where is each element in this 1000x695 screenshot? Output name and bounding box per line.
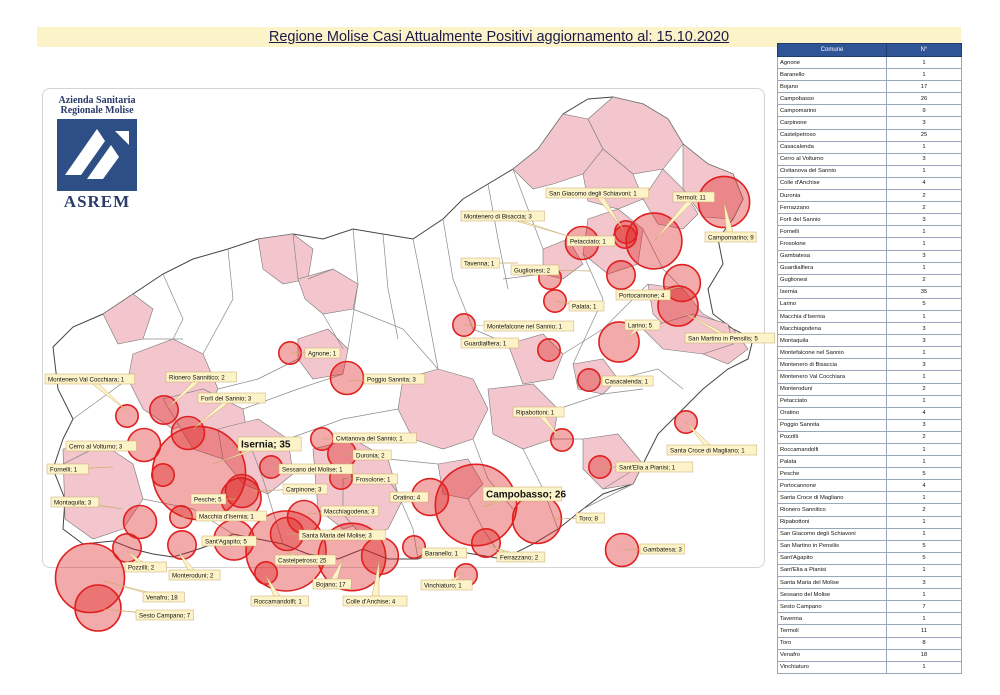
- comune-cell: Palata: [778, 456, 887, 468]
- comune-cell: Forlì del Sannio: [778, 214, 887, 226]
- comune-cell: Vinchiaturo: [778, 661, 887, 673]
- comune-cell: Gambatesa: [778, 250, 887, 262]
- case-circle: [152, 464, 174, 486]
- count-cell: 18: [887, 649, 962, 661]
- count-cell: 2: [887, 190, 962, 202]
- table-row: [778, 540, 962, 552]
- comune-cell: Agnone: [778, 57, 887, 69]
- callout-text: Macchiagodena; 3: [324, 508, 375, 516]
- comune-cell: Frosolone: [778, 238, 887, 250]
- comune-cell: Sessano del Molise: [778, 589, 887, 601]
- count-cell: 3: [887, 577, 962, 589]
- count-cell: 1: [887, 528, 962, 540]
- comune-cell: Duronia: [778, 190, 887, 202]
- callout-text: Roccamandolfi; 1: [254, 598, 302, 606]
- comune-cell: Castelpetroso: [778, 129, 887, 141]
- cases-table: [777, 43, 962, 674]
- callout-text: Campomarino; 9: [708, 234, 754, 242]
- count-cell: 17: [887, 81, 962, 93]
- comune-cell: Macchiagodena: [778, 323, 887, 335]
- comune-cell: Macchia d'Isernia: [778, 310, 887, 322]
- table-row: [778, 419, 962, 431]
- table-row: [778, 141, 962, 153]
- count-cell: 2: [887, 504, 962, 516]
- count-cell: 2: [887, 202, 962, 214]
- comune-cell: Montaquila: [778, 335, 887, 347]
- table-row: [778, 190, 962, 202]
- callout-text: Sessano del Molise; 1: [282, 466, 343, 474]
- callout-text: Petacciato; 1: [570, 238, 606, 246]
- comune-cell: San Giacomo degli Schiavoni: [778, 528, 887, 540]
- case-circle: [150, 396, 178, 424]
- callout-label: [202, 536, 256, 546]
- comune-cell: Civitanova del Sannio: [778, 165, 887, 177]
- callout-text: Gambatesa; 3: [643, 546, 682, 554]
- count-cell: 1: [887, 371, 962, 383]
- callout-text: Santa Maria del Molise; 3: [302, 532, 372, 540]
- count-cell: 1: [887, 661, 962, 673]
- case-circle: [331, 362, 364, 395]
- count-cell: 5: [887, 552, 962, 564]
- count-cell: 3: [887, 214, 962, 226]
- callout-text: Castelpetroso; 25: [278, 557, 327, 565]
- table-row: [778, 492, 962, 504]
- case-circle: [116, 405, 138, 427]
- count-cell: 3: [887, 153, 962, 165]
- callout-text: Colle d'Anchise; 4: [346, 598, 396, 606]
- table-row: [778, 480, 962, 492]
- comune-cell: Rionero Sannitico: [778, 504, 887, 516]
- count-cell: 3: [887, 117, 962, 129]
- table-row: [778, 456, 962, 468]
- callout-text: Montenero di Bisaccia; 3: [464, 213, 532, 221]
- callout-text: Fornelli; 1: [50, 466, 78, 474]
- logo-line-1: Azienda Sanitaria: [58, 95, 136, 106]
- count-cell: 2: [887, 431, 962, 443]
- comune-cell: Larino: [778, 298, 887, 310]
- table-row: [778, 649, 962, 661]
- comune-cell: Campomarino: [778, 105, 887, 117]
- callout-text: Venafro; 18: [146, 594, 178, 602]
- table-row: [778, 226, 962, 238]
- table-row: [778, 528, 962, 540]
- table-row: [778, 153, 962, 165]
- count-cell: 1: [887, 165, 962, 177]
- count-cell: 11: [887, 625, 962, 637]
- comune-cell: Santa Maria del Molise: [778, 577, 887, 589]
- callout-text: Casacalenda; 1: [605, 378, 648, 386]
- table-row: [778, 165, 962, 177]
- table-row: [778, 661, 962, 673]
- comune-cell: Pesche: [778, 468, 887, 480]
- callout-text: San Martino in Pensilis; 5: [688, 335, 758, 343]
- callout-label: [287, 530, 386, 540]
- table-row: [778, 214, 962, 226]
- count-cell: 1: [887, 310, 962, 322]
- comune-cell: Petacciato: [778, 395, 887, 407]
- callout-text: Baranello; 1: [425, 550, 459, 558]
- callout-text: Larino; 5: [628, 322, 653, 330]
- comune-cell: Ripabottoni: [778, 516, 887, 528]
- comune-cell: Termoli: [778, 625, 887, 637]
- comune-cell: Isernia: [778, 286, 887, 298]
- table-header-row: [778, 44, 962, 57]
- count-cell: 1: [887, 516, 962, 528]
- callout-text: Cerro al Volturno; 3: [69, 443, 123, 451]
- comune-cell: Roccamandolfi: [778, 444, 887, 456]
- case-circle: [362, 538, 399, 575]
- callout-text: San Giacomo degli Schiavoni; 1: [549, 190, 637, 198]
- callout-text: Montenero Val Cocchiara; 1: [48, 376, 125, 384]
- table-row: [778, 274, 962, 286]
- table-row: [778, 359, 962, 371]
- comune-cell: Santa Croce di Magliano: [778, 492, 887, 504]
- callout-text: Montefalcone nel Sannio; 1: [487, 323, 562, 331]
- asrem-logo: [47, 95, 147, 211]
- comune-cell: Bojano: [778, 81, 887, 93]
- count-cell: 3: [887, 323, 962, 335]
- comune-cell: Montefalcone nel Sannio: [778, 347, 887, 359]
- comune-cell: Cerro al Volturno: [778, 153, 887, 165]
- count-cell: 4: [887, 480, 962, 492]
- callout-text: Oratino; 4: [393, 494, 421, 502]
- table-row: [778, 298, 962, 310]
- count-cell: 3: [887, 419, 962, 431]
- count-cell: 7: [887, 601, 962, 613]
- logo-mark-icon: [57, 119, 137, 191]
- comune-cell: Ferrazzano: [778, 202, 887, 214]
- count-cell: 3: [887, 359, 962, 371]
- comune-cell: Carpinone: [778, 117, 887, 129]
- comune-cell: Baranello: [778, 69, 887, 81]
- count-cell: 8: [887, 637, 962, 649]
- count-cell: 9: [887, 105, 962, 117]
- table-row: [778, 577, 962, 589]
- count-cell: 1: [887, 613, 962, 625]
- callout-text: Campobasso; 26: [486, 489, 567, 501]
- logo-word: ASREM: [63, 192, 131, 211]
- table-row: [778, 177, 962, 189]
- case-circle: [538, 339, 560, 361]
- table-row: [778, 371, 962, 383]
- table-row: [778, 347, 962, 359]
- callout-text: Duronia; 2: [356, 452, 385, 460]
- callout-text: Toro; 8: [579, 515, 598, 523]
- count-cell: 1: [887, 589, 962, 601]
- comune-cell: Montenero di Bisaccia: [778, 359, 887, 371]
- count-cell: 4: [887, 177, 962, 189]
- count-cell: 1: [887, 492, 962, 504]
- callout-text: Sant'Elia a Pianisi; 1: [619, 464, 676, 472]
- comune-cell: Guardialfiera: [778, 262, 887, 274]
- map-panel: [42, 88, 765, 620]
- callout-label: [322, 433, 416, 443]
- callout-text: Montaquila; 3: [54, 499, 92, 507]
- table-row: [778, 552, 962, 564]
- count-cell: 1: [887, 226, 962, 238]
- count-cell: 1: [887, 444, 962, 456]
- table-row: [778, 69, 962, 81]
- table-row: [778, 335, 962, 347]
- comune-cell: Campobasso: [778, 93, 887, 105]
- comune-cell: Pozzilli: [778, 431, 887, 443]
- callout-text: Carpinone; 3: [286, 486, 322, 494]
- table-row: [778, 250, 962, 262]
- callout-text: Santa Croce di Magliano; 1: [670, 447, 745, 455]
- comune-cell: Venafro: [778, 649, 887, 661]
- comune-cell: Sant'Agapito: [778, 552, 887, 564]
- table-row: [778, 444, 962, 456]
- table-row: [778, 310, 962, 322]
- callout-text: Vinchiaturo; 1: [424, 582, 462, 590]
- table-row: [778, 105, 962, 117]
- case-circle: [75, 585, 121, 631]
- comune-cell: Colle d'Anchise: [778, 177, 887, 189]
- table-row: [778, 238, 962, 250]
- count-cell: 25: [887, 129, 962, 141]
- callout-text: Palata; 1: [572, 303, 597, 311]
- table-body: [778, 57, 962, 674]
- callout-label: [414, 547, 467, 558]
- table-row: [778, 613, 962, 625]
- comune-cell: San Martino in Pensilis: [778, 540, 887, 552]
- table-row: [778, 323, 962, 335]
- callout-text: Civitanova del Sannio; 1: [336, 435, 403, 443]
- comune-cell: Montenero Val Cocchiara: [778, 371, 887, 383]
- table-row: [778, 81, 962, 93]
- logo-line-2: Regionale Molise: [60, 105, 134, 116]
- count-cell: 3: [887, 335, 962, 347]
- table-row: [778, 129, 962, 141]
- callout-text: Pesche; 5: [194, 496, 222, 504]
- comune-cell: Toro: [778, 637, 887, 649]
- table-row: [778, 383, 962, 395]
- table-row: [778, 57, 962, 69]
- table-row: [778, 286, 962, 298]
- table-row: [778, 601, 962, 613]
- count-cell: 1: [887, 238, 962, 250]
- count-cell: 35: [887, 286, 962, 298]
- callout-text: Macchia d'Isernia; 1: [199, 513, 254, 521]
- callout-text: Monteroduni; 2: [172, 572, 214, 580]
- count-cell: 5: [887, 468, 962, 480]
- table-row: [778, 117, 962, 129]
- callout-label: [66, 441, 137, 451]
- count-cell: 1: [887, 57, 962, 69]
- molise-map: [43, 89, 764, 620]
- count-cell: 1: [887, 456, 962, 468]
- comune-cell: Tavenna: [778, 613, 887, 625]
- column-header-count: N°: [887, 44, 962, 57]
- callout-text: Termoli; 11: [676, 194, 706, 202]
- callout-text: Poggio Sannita; 3: [367, 376, 416, 384]
- table-row: [778, 516, 962, 528]
- callout-label: [461, 338, 519, 348]
- count-cell: 2: [887, 383, 962, 395]
- page-title: Regione Molise Casi Attualmente Positivi aggiornamento al: 15.10.2020: [268, 29, 730, 45]
- callout-text: Agnone; 1: [308, 350, 337, 358]
- count-cell: 26: [887, 93, 962, 105]
- callout-text: Bojano; 17: [316, 581, 346, 589]
- comune-cell: Poggio Sannita: [778, 419, 887, 431]
- count-cell: 1: [887, 141, 962, 153]
- table-row: [778, 262, 962, 274]
- comune-cell: Guglionesi: [778, 274, 887, 286]
- callout-label: [390, 492, 428, 502]
- table-row: [778, 202, 962, 214]
- case-circle: [614, 226, 636, 248]
- count-cell: 5: [887, 298, 962, 310]
- column-header-comune: Comune: [778, 44, 887, 57]
- comune-cell: Casacalenda: [778, 141, 887, 153]
- case-circle: [255, 562, 277, 584]
- callout-text: Sesto Campano; 7: [139, 612, 191, 620]
- count-cell: 1: [887, 564, 962, 576]
- comune-cell: Fornelli: [778, 226, 887, 238]
- table-row: [778, 395, 962, 407]
- callout-label: [271, 464, 353, 474]
- callout-text: Tavenna; 1: [464, 260, 495, 268]
- table-row: [778, 564, 962, 576]
- table-row: [778, 93, 962, 105]
- count-cell: 2: [887, 274, 962, 286]
- comune-cell: Sesto Campano: [778, 601, 887, 613]
- count-cell: 5: [887, 540, 962, 552]
- count-cell: 4: [887, 407, 962, 419]
- comune-cell: Sant'Elia a Pianisi: [778, 564, 887, 576]
- case-circle: [168, 531, 196, 559]
- comune-cell: Oratino: [778, 407, 887, 419]
- callout-text: Frosolone; 1: [356, 476, 391, 484]
- callout-text: Rionero Sannitico; 2: [169, 374, 225, 382]
- table-row: [778, 589, 962, 601]
- callout-text: Guglionesi; 2: [514, 267, 551, 275]
- case-circle: [472, 529, 500, 557]
- case-circle: [607, 261, 635, 289]
- count-cell: 1: [887, 262, 962, 274]
- callout-text: Ripabottoni; 1: [516, 409, 555, 417]
- count-cell: 3: [887, 250, 962, 262]
- table-row: [778, 407, 962, 419]
- table-row: [778, 468, 962, 480]
- count-cell: 1: [887, 347, 962, 359]
- callout-text: Portocannone; 4: [619, 292, 665, 300]
- count-cell: 1: [887, 69, 962, 81]
- count-cell: 1: [887, 395, 962, 407]
- callout-text: Sant'Agapito; 5: [205, 538, 247, 546]
- callout-text: Forlì del Sannio; 3: [201, 395, 252, 403]
- table-row: [778, 504, 962, 516]
- table-row: [778, 625, 962, 637]
- table-row: [778, 431, 962, 443]
- callout-text: Guardialfiera; 1: [464, 340, 507, 348]
- callout-text: Pozzilli; 2: [128, 564, 155, 572]
- callout-text: Isernia; 35: [241, 439, 291, 451]
- comune-cell: Monteroduni: [778, 383, 887, 395]
- callout-label: [567, 236, 615, 246]
- callout-text: Ferrazzano; 2: [500, 554, 539, 562]
- table-row: [778, 637, 962, 649]
- comune-cell: Portocannone: [778, 480, 887, 492]
